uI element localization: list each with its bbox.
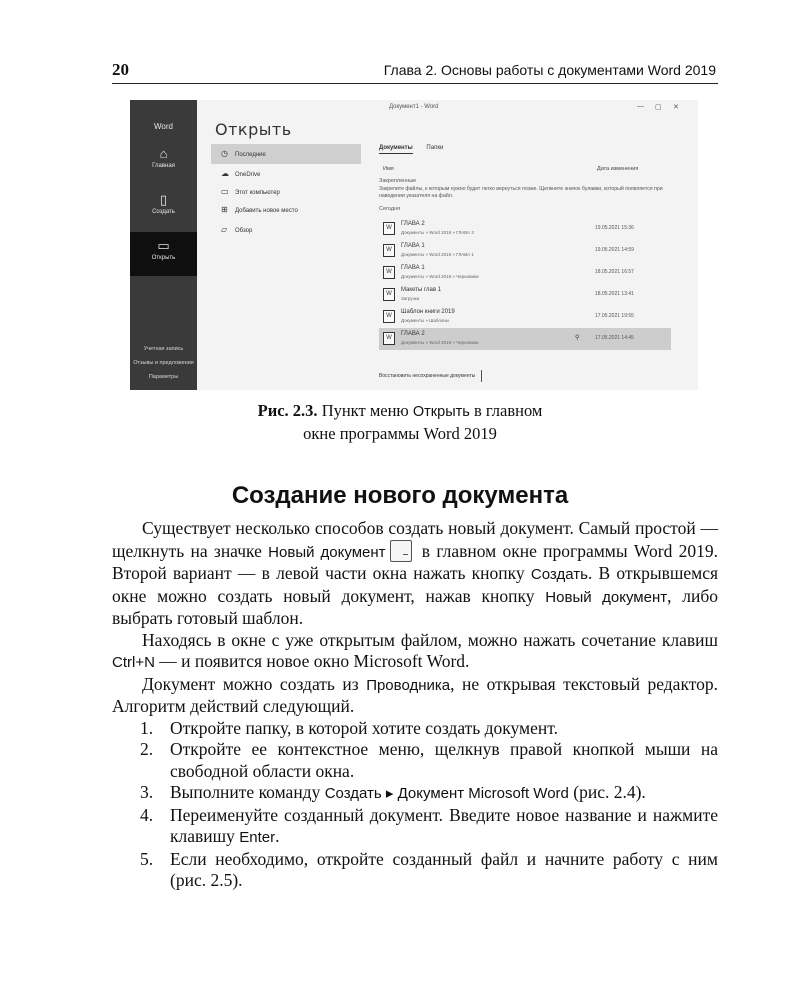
file-path: Документы » Word 2019 » Черновики <box>401 274 479 279</box>
text-run: , либо выбрать готовый шаблон. <box>112 585 719 628</box>
steps-list <box>112 718 718 892</box>
location-label: Последние <box>235 152 266 158</box>
file-path: Документы » Word 2019 » ГЛАВА 2 <box>401 230 474 235</box>
text-run: Переименуйте созданный документ. Введите новое название и нажмите клавишу <box>170 804 718 846</box>
text-run: . В открывшемся окне можно создать новый документ, нажав кнопку <box>112 563 719 606</box>
file-path: Документы » Word 2019 » ГЛАВА 1 <box>401 252 474 257</box>
word-file-icon: W <box>383 310 395 323</box>
ui-term: Проводника <box>366 676 451 694</box>
sidebar-account[interactable]: Учетная запись <box>143 346 184 352</box>
pinned-header: Закрепленные <box>379 178 417 184</box>
file-row[interactable] <box>379 218 671 240</box>
file-path: Документы » Word 2019 » Черновики <box>401 340 479 345</box>
ui-term: Ctrl+N <box>112 654 155 671</box>
text-run: Находясь в окне с уже открытым файлом, можно нажать сочетание клавиш <box>142 629 718 650</box>
chapter-title: Глава 2. Основы работы с документами Word 2019 <box>383 62 716 78</box>
list-item <box>112 849 718 892</box>
location-onedrive[interactable] <box>211 164 361 184</box>
file-row[interactable] <box>379 240 671 262</box>
ui-term: Enter <box>239 829 276 846</box>
sidebar-options[interactable]: Параметры <box>148 374 179 380</box>
text-run: Выполните команду <box>170 782 325 802</box>
tab-documents[interactable]: Документы <box>379 145 413 154</box>
maximize-icon[interactable]: ▢ <box>655 104 662 111</box>
step-number: 2. <box>140 739 154 759</box>
step-number: 1. <box>140 717 154 738</box>
file-name: ГЛАВА 2 <box>401 331 425 337</box>
file-row[interactable] <box>379 284 671 306</box>
file-date: 17.05.2021 19:55 <box>595 313 634 319</box>
paragraph <box>112 674 718 718</box>
recover-unsaved-button[interactable]: Восстановить несохраненные документы <box>373 370 482 382</box>
file-path: Документы » Шаблоны <box>401 318 450 323</box>
word-file-icon: W <box>383 332 395 345</box>
home-icon: ⌂ <box>159 146 168 161</box>
file-row[interactable] <box>379 306 671 328</box>
file-row[interactable] <box>379 328 671 350</box>
word-file-icon: W <box>383 222 395 235</box>
file-date: 19.05.2021 15:36 <box>595 225 634 231</box>
open-tabs <box>379 145 455 154</box>
text-run: . <box>275 826 280 846</box>
page-number: 20 <box>112 60 129 79</box>
text-run: в главном окне программы Word 2019. Второй вариант — в левой части окна нажать кнопку <box>112 540 719 583</box>
open-title: Открыть <box>215 120 292 139</box>
computer-icon: ▭ <box>221 187 229 196</box>
file-date: 19.05.2021 14:59 <box>595 247 634 253</box>
minimize-icon[interactable]: — <box>637 103 644 110</box>
text-run: Откройте ее контекстное меню, щелкнув правой кнопкой мыши на свободной области окна. <box>170 739 718 781</box>
pinned-note: Закрепите файлы, к которым нужно будет легко вернуться позже. Щелкните значок булавки, который появляется при наведении указателя на файл. <box>379 186 663 199</box>
word-file-icon: W <box>383 288 395 301</box>
sidebar-item-open[interactable] <box>130 232 197 276</box>
cloud-icon: ☁ <box>221 169 229 178</box>
body-text <box>112 518 718 892</box>
text-run: Откройте папку, в которой хотите создать документ. <box>170 717 558 738</box>
word-file-icon: W <box>383 244 395 257</box>
clock-icon: ◷ <box>221 149 228 158</box>
word-main <box>197 100 698 390</box>
sidebar-item-new[interactable] <box>130 186 197 230</box>
list-item <box>112 718 718 740</box>
folder-icon: ▱ <box>221 225 228 234</box>
sidebar-item-home[interactable] <box>130 140 197 184</box>
column-date-header[interactable]: Дата изменения <box>597 166 639 172</box>
file-path: Загрузки <box>401 296 420 301</box>
file-list <box>379 218 671 350</box>
word-app-name: Word <box>154 122 173 131</box>
text-run: — и появится новое окно Microsoft Word. <box>154 651 470 671</box>
word-file-icon: W <box>383 266 395 279</box>
file-row[interactable] <box>379 262 671 284</box>
location-label: Обзор <box>235 228 253 234</box>
pin-icon[interactable]: ⚲ <box>575 335 580 341</box>
ui-term: Новый документ <box>545 588 668 606</box>
file-date: 17.05.2021 14:45 <box>595 335 634 341</box>
file-name: ГЛАВА 1 <box>401 243 425 249</box>
text-run: (рис. 2.4). <box>568 782 646 802</box>
location-this-pc[interactable] <box>211 182 361 202</box>
file-name: ГЛАВА 1 <box>401 265 425 271</box>
step-number: 5. <box>140 848 154 869</box>
running-head <box>112 58 718 84</box>
text-run: , не открывая текстовый редактор. Алгоритм действий следующий. <box>112 673 719 716</box>
tab-folders[interactable]: Папки <box>426 145 444 151</box>
location-recent[interactable] <box>211 144 361 164</box>
close-icon[interactable]: ✕ <box>673 104 679 111</box>
ui-term: Создать <box>530 566 588 583</box>
sidebar-item-label: Создать <box>152 209 175 215</box>
figure-screenshot <box>130 100 698 390</box>
file-name: Шаблон книги 2019 <box>401 309 455 315</box>
column-name-header[interactable]: Имя <box>383 166 394 172</box>
ui-term: Новый документ <box>268 543 386 561</box>
today-header: Сегодня <box>379 206 401 212</box>
file-date: 18.05.2021 16:57 <box>595 269 634 275</box>
caption-label: Рис. 2.3. <box>257 401 318 420</box>
new-document-icon <box>390 540 412 562</box>
step-number: 3. <box>140 782 154 802</box>
text-run: Если необходимо, откройте созданный файл и начните работу с ним (рис. 2.5). <box>170 848 718 890</box>
open-folder-icon: ▭ <box>157 238 170 253</box>
word-sidebar <box>130 100 197 390</box>
location-label: Этот компьютер <box>235 190 280 196</box>
sidebar-item-label: Открыть <box>151 255 176 261</box>
sidebar-feedback[interactable]: Отзывы и предложения <box>133 360 194 366</box>
paragraph <box>112 630 718 674</box>
location-label: Добавить новое место <box>235 208 298 214</box>
sidebar-item-label: Главная <box>152 163 175 169</box>
list-item <box>112 782 718 805</box>
ui-term: Создать ▸ Документ Microsoft Word <box>324 785 569 802</box>
list-item <box>112 739 718 782</box>
caption-text: Пункт меню <box>317 401 413 420</box>
list-item <box>112 805 718 849</box>
figure-caption <box>150 400 650 444</box>
paragraph <box>112 518 718 630</box>
caption-line-2: окне программы Word 2019 <box>303 424 497 443</box>
location-add-place[interactable] <box>211 200 361 220</box>
caption-text: в главном <box>469 401 543 420</box>
section-title: Создание нового документа <box>231 482 569 509</box>
text-run: Документ можно создать из <box>142 673 367 694</box>
window-title: Документ1 - Word <box>389 104 439 110</box>
location-browse[interactable] <box>211 220 361 240</box>
location-label: OneDrive <box>235 172 261 178</box>
file-date: 18.05.2021 13:41 <box>595 291 634 297</box>
caption-menu-item: Открыть <box>412 404 470 420</box>
step-number: 4. <box>140 804 154 825</box>
new-doc-icon: ▯ <box>159 192 168 207</box>
add-place-icon: ⊞ <box>221 205 228 214</box>
text-run: Существует несколько способов создать новый документ. Самый простой — щелкнуть на значке <box>112 518 718 561</box>
file-name: ГЛАВА 2 <box>401 221 425 227</box>
file-name: Макеты глав 1 <box>401 287 442 293</box>
